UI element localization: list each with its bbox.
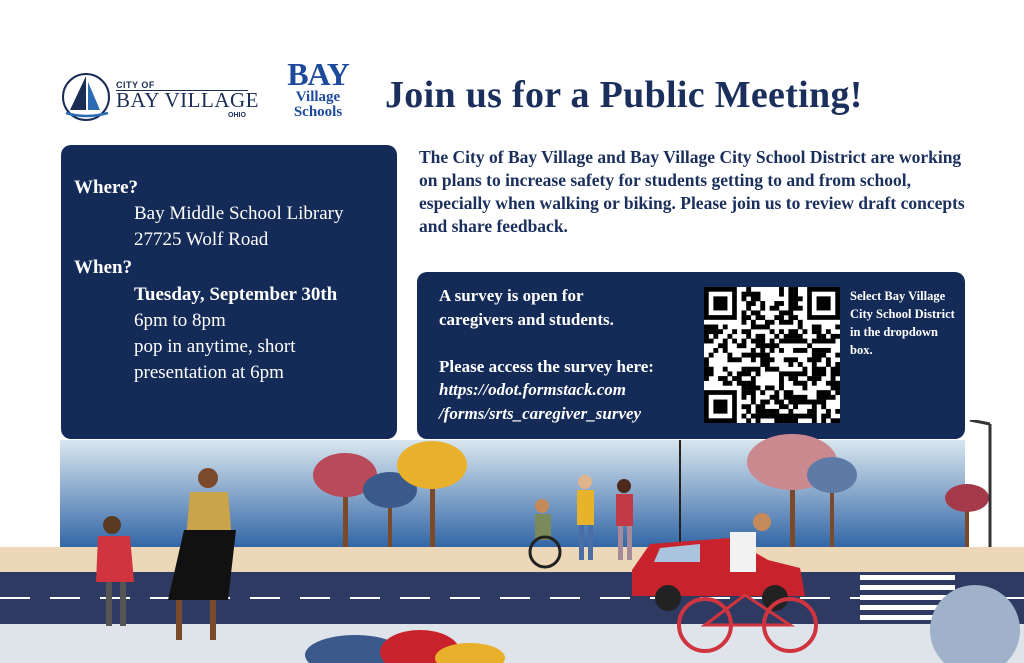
qr-code[interactable]	[704, 287, 840, 423]
sailboat-icon	[60, 70, 116, 125]
lower-sidewalk	[0, 624, 1024, 663]
sidewalk	[0, 547, 1024, 572]
street-light-arm	[970, 420, 990, 424]
bay-village-schools-logo	[283, 58, 353, 138]
survey-line-1: A survey is open for	[439, 286, 584, 305]
survey-line-3: Please access the survey here:	[439, 357, 654, 376]
qr-code-pattern	[704, 287, 840, 423]
school-logo-village: Village	[295, 89, 341, 105]
when-date: Tuesday, September 30th	[134, 284, 338, 305]
survey-url-2[interactable]: /forms/srts_caregiver_survey	[439, 404, 642, 423]
when-label: When?	[74, 257, 133, 278]
when-note-1: pop in anytime, short	[134, 336, 296, 357]
when-time: 6pm to 8pm	[134, 310, 226, 331]
intro-paragraph: The City of Bay Village and Bay Village City School District are working on plans to increase safety for students getting to and from school, especially when walking or biking. Please join us to review draft concepts and share feedback.	[419, 147, 965, 236]
school-logo-schools: Schools	[293, 104, 343, 120]
school-logo-bay: BAY	[287, 56, 349, 92]
bay-village-text: BAY VILLAGE	[116, 88, 259, 112]
when-note-2: presentation at 6pm	[134, 362, 284, 383]
survey-url-1[interactable]: https://odot.formstack.com	[439, 380, 626, 399]
street-scene-illustration	[0, 420, 1024, 663]
where-address: 27725 Wolf Road	[134, 229, 269, 250]
page-title: Join us for a Public Meeting!	[385, 74, 863, 116]
meeting-details-box	[61, 145, 397, 439]
city-of-text: CITY OF	[116, 80, 155, 90]
ohio-text: OHIO	[228, 112, 246, 119]
where-location: Bay Middle School Library	[134, 203, 344, 224]
where-label: Where?	[74, 177, 139, 198]
survey-box	[417, 272, 965, 439]
survey-line-2: caregivers and students.	[439, 310, 614, 329]
survey-dropdown-note: Select Bay Village City School District in the dropdown box.	[850, 289, 955, 357]
